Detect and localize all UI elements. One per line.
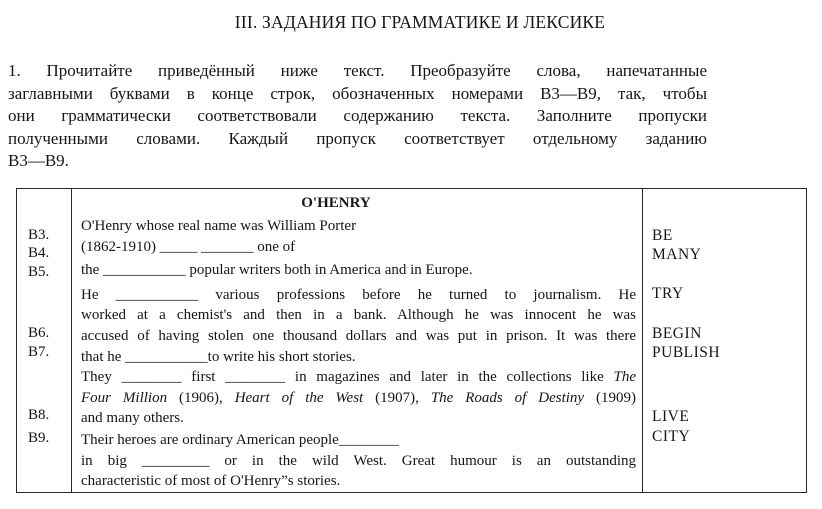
keyword-begin: BEGIN: [652, 325, 702, 342]
keyword-publish: PUBLISH: [652, 344, 721, 361]
passage-column: [72, 189, 643, 492]
instruction-line: 1. Прочитайте приведённый ниже текст. Преобразуйте слова, напечатанные: [8, 61, 707, 80]
instructions-paragraph: [8, 60, 707, 173]
passage-line: He ___________ various professions before he turned to journalism. He: [81, 286, 636, 303]
instruction-line: они грамматически соответствовали содержанию текста. Заполните пропуски: [8, 106, 707, 126]
task-label-b6: B6.: [28, 325, 50, 341]
instruction-line: заглавными буквами в конце строк, обозначенных номерами В3—В9, так, чтобы: [8, 83, 707, 103]
passage-line: Four Million (1906), Heart of the West (1907), The Roads of Destiny (1909): [81, 389, 636, 406]
task-label-b5: B5.: [28, 264, 50, 280]
task-label-b3: B3.: [28, 227, 50, 243]
keyword-column: [643, 189, 806, 492]
keyword-city: CITY: [652, 428, 691, 445]
keyword-live: LIVE: [652, 408, 690, 425]
task-label-b8: B8.: [28, 407, 50, 423]
passage-line: worked at a chemist's and then in a bank. Although he was innocent he was: [81, 307, 636, 324]
task-table: [16, 188, 807, 493]
passage-line: accused of having stolen one thousand dollars and was put in prison. It was there: [81, 327, 636, 344]
task-label-b7: B7.: [28, 344, 50, 360]
task-label-b9: B9.: [28, 430, 50, 446]
keyword-try: TRY: [652, 285, 684, 302]
task-label-b4: B4.: [28, 245, 50, 261]
passage-line: in big _________ or in the wild West. Great humour is an outstanding: [81, 452, 636, 469]
instruction-line: полученными словами. Каждый пропуск соответствует отдельному заданию: [8, 128, 707, 148]
passage-line: that he ___________to write his short stories.: [81, 348, 356, 365]
page-title: III. ЗАДАНИЯ ПО ГРАММАТИКЕ И ЛЕКСИКЕ: [234, 12, 606, 32]
task-number-column: [17, 189, 72, 492]
passage-heading: O'HENRY: [301, 195, 371, 211]
keyword-be: BE: [652, 227, 673, 244]
passage-line: Their heroes are ordinary American people________: [81, 431, 399, 448]
keyword-many: MANY: [652, 246, 702, 263]
passage-line: They ________ first ________ in magazines and later in the collections like The: [81, 369, 636, 386]
passage-line: O'Henry whose real name was William Porter: [81, 218, 357, 234]
passage-line: the ___________ popular writers both in America and in Europe.: [81, 262, 473, 279]
passage-line: characteristic of most of O'Henry”s stories.: [81, 473, 341, 490]
instruction-line: В3—В9.: [8, 151, 69, 171]
passage-line: and many others.: [81, 410, 184, 427]
passage-line: (1862-1910) _____ _______ one of: [81, 238, 296, 255]
